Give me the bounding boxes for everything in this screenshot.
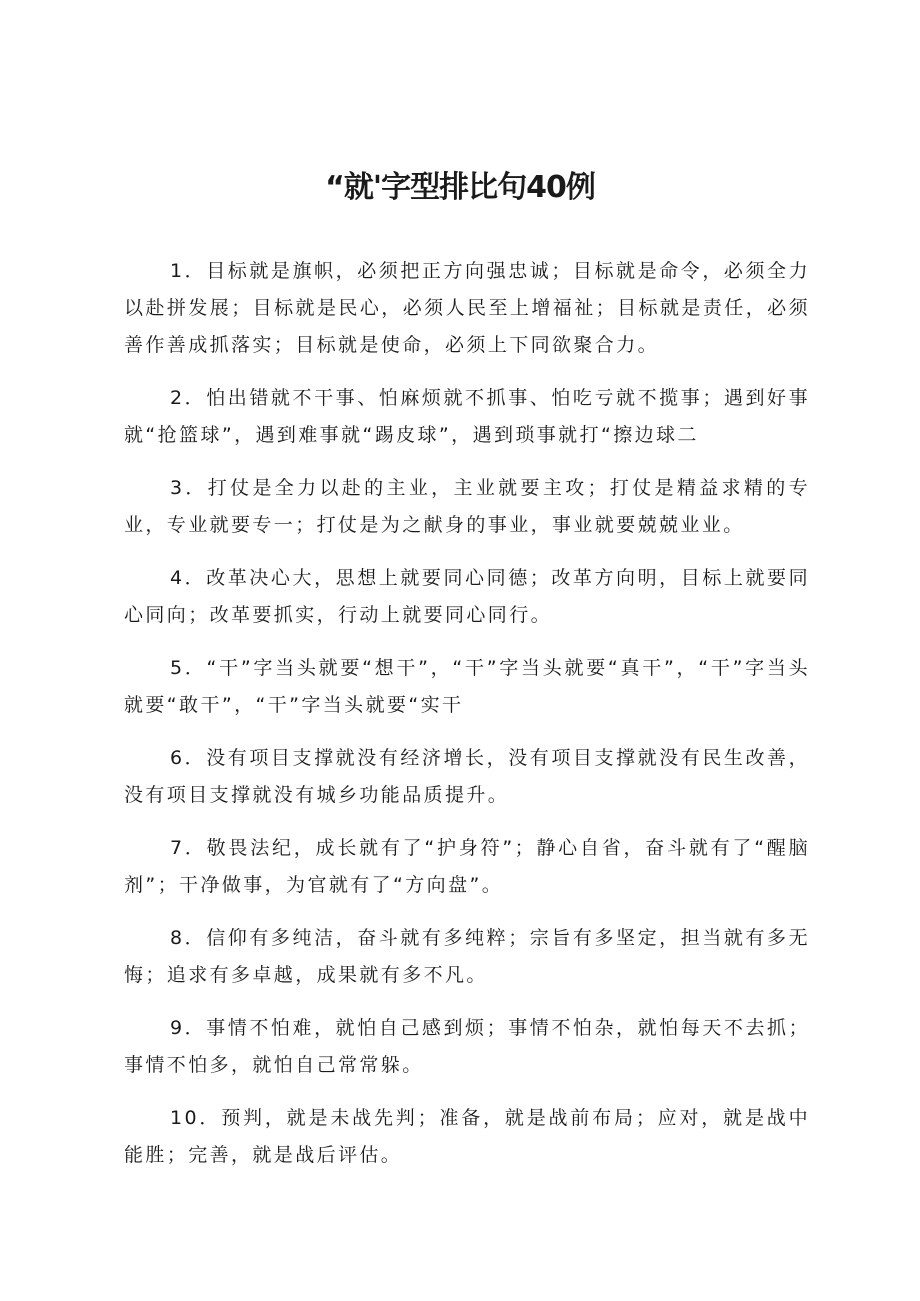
item-list <box>124 253 810 1190</box>
list-item: 8．信仰有多纯洁，奋斗就有多纯粹；宗旨有多坚定，担当就有多无悔；追求有多卓越，成果就有多不凡。 <box>124 927 810 986</box>
list-item: 6．没有项目支撑就没有经济增长，没有项目支撑就没有民生改善，没有项目支撑就没有城乡功能品质提升。 <box>124 747 810 806</box>
list-item: 7．敬畏法纪，成长就有了“护身符”；静心自省，奋斗就有了“醒脑剂”；干净做事，为官就有了“方向盘”。 <box>124 837 810 896</box>
list-item: 5．“干”字当头就要“想干”，“干”字当头就要“真干”，“干”字当头就要“敢干”，“干”字当头就要“实干 <box>124 657 810 716</box>
list-item: 4．改革决心大，思想上就要同心同德；改革方向明，目标上就要同心同向；改革要抓实，行动上就要同心同行。 <box>124 567 810 626</box>
list-item: 2．怕出错就不干事、怕麻烦就不抓事、怕吃亏就不揽事；遇到好事就“抢篮球”，遇到难事就“踢皮球”，遇到琐事就打“擦边球二 <box>124 387 810 446</box>
page-title: “就'字型排比句40例 <box>325 170 595 205</box>
list-item: 1．目标就是旗帜，必须把正方向强忠诚；目标就是命令，必须全力以赴拼发展；目标就是民心，必须人民至上增福祉；目标就是责任，必须善作善成抓落实；目标就是使命，必须上下同欲聚合力。 <box>124 260 810 356</box>
list-item: 10．预判，就是未战先判；准备，就是战前布局；应对，就是战中能胜；完善，就是战后评估。 <box>124 1107 810 1166</box>
list-item: 9．事情不怕难，就怕自己感到烦；事情不怕杂，就怕每天不去抓；事情不怕多，就怕自己常常躲。 <box>124 1017 810 1076</box>
list-item: 3．打仗是全力以赴的主业，主业就要主攻；打仗是精益求精的专业，专业就要专一；打仗是为之献身的事业，事业就要兢兢业业。 <box>124 477 810 536</box>
